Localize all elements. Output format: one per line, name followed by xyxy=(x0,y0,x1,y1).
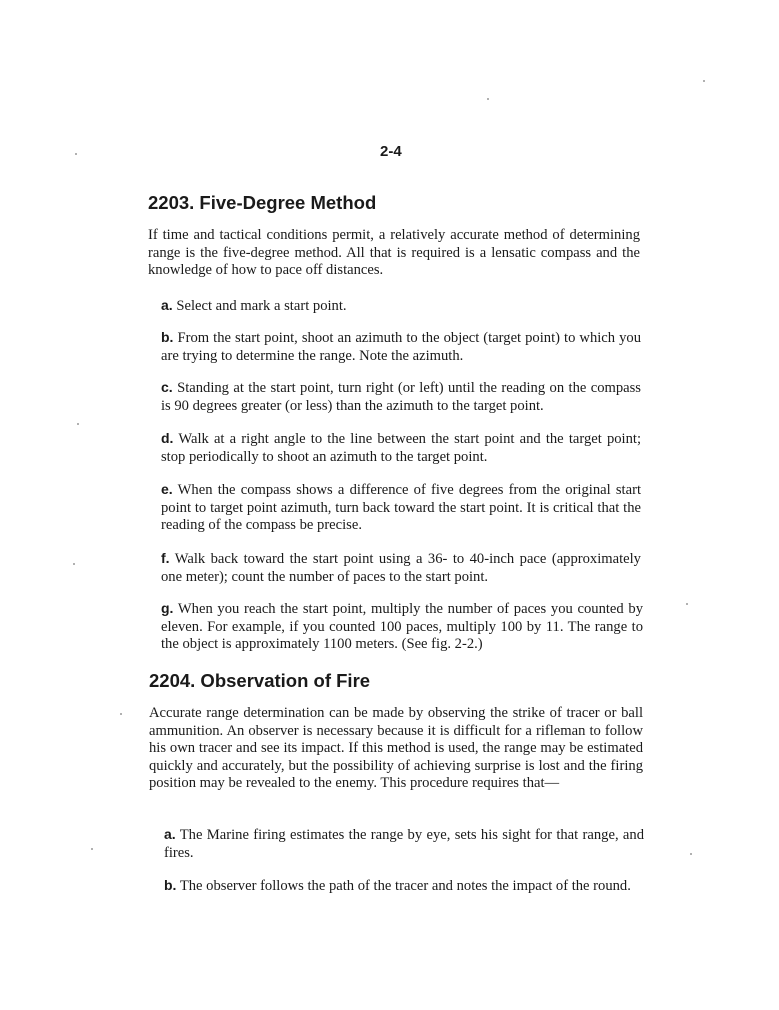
item-text: Walk at a right angle to the line between the start point and the target point; stop periodically to shoot an azimuth to the target point. xyxy=(161,431,641,465)
item-text: When you reach the start point, multiply the number of paces you counted by eleven. For example, if you counted 100 paces, multiply 100 by 11. The range to the object is approximately 1100 meters. (See fig. 2-2.) xyxy=(161,601,643,652)
scan-speck xyxy=(75,153,77,155)
scan-speck xyxy=(77,423,79,425)
scan-speck xyxy=(703,80,705,82)
section-heading-2203: 2203. Five-Degree Method xyxy=(148,192,377,213)
item-text: The Marine firing estimates the range by eye, sets his sight for that range, and fires. xyxy=(164,827,645,861)
item-text: Select and mark a start point. xyxy=(176,298,347,314)
item-letter: a. xyxy=(161,297,173,313)
section-intro-2203: If time and tactical conditions permit, a relatively accurate method of determining range is the five-degree method. All that is required is a lensatic compass and the knowledge of how to pace off distances. xyxy=(148,227,640,278)
item-letter: b. xyxy=(161,329,174,345)
list-item xyxy=(161,481,641,535)
list-item xyxy=(161,297,641,316)
item-text: The observer follows the path of the tracer and notes the impact of the round. xyxy=(179,878,631,894)
item-letter: g. xyxy=(161,600,174,616)
scan-speck xyxy=(120,713,122,715)
item-text: From the start point, shoot an azimuth to the object (target point) to which you are trying to determine the range. Note the azimuth. xyxy=(161,330,642,364)
page-number: 2-4 xyxy=(380,143,402,160)
scan-speck xyxy=(91,848,93,850)
list-item xyxy=(161,430,641,466)
list-item xyxy=(161,379,641,415)
section-heading-2204: 2204. Observation of Fire xyxy=(149,670,371,691)
item-text: Walk back toward the start point using a 36- to 40-inch pace (approximately one meter); count the number of paces to the start point. xyxy=(161,551,641,585)
item-letter: c. xyxy=(161,379,173,395)
list-item xyxy=(161,329,641,365)
item-letter: f. xyxy=(161,550,170,566)
item-letter: e. xyxy=(161,481,173,497)
list-item xyxy=(164,826,644,862)
list-item xyxy=(164,877,644,896)
list-item xyxy=(161,600,643,654)
section-intro-2204: Accurate range determination can be made by observing the strike of tracer or ball ammunition. An observer is necessary because it is difficult for a rifleman to follow his own tracer and see its impact. If this method is used, the range may be estimated quickly and accurately, but the possibility of achieving surprise is lost and the firing position may be revealed to the enemy. This procedure requires that— xyxy=(149,705,643,791)
scan-speck xyxy=(73,563,75,565)
item-text: Standing at the start point, turn right (or left) until the reading on the compass is 90 degrees greater (or less) than the azimuth to the target point. xyxy=(161,380,641,414)
item-text: When the compass shows a difference of five degrees from the original start point to target point azimuth, turn back toward the start point. It is critical that the reading of the compass be precise. xyxy=(161,482,642,533)
item-letter: d. xyxy=(161,430,174,446)
item-letter: b. xyxy=(164,877,177,893)
scan-speck xyxy=(686,603,688,605)
scan-speck xyxy=(690,853,692,855)
scan-speck xyxy=(487,98,489,100)
list-item xyxy=(161,550,641,586)
item-letter: a. xyxy=(164,826,176,842)
